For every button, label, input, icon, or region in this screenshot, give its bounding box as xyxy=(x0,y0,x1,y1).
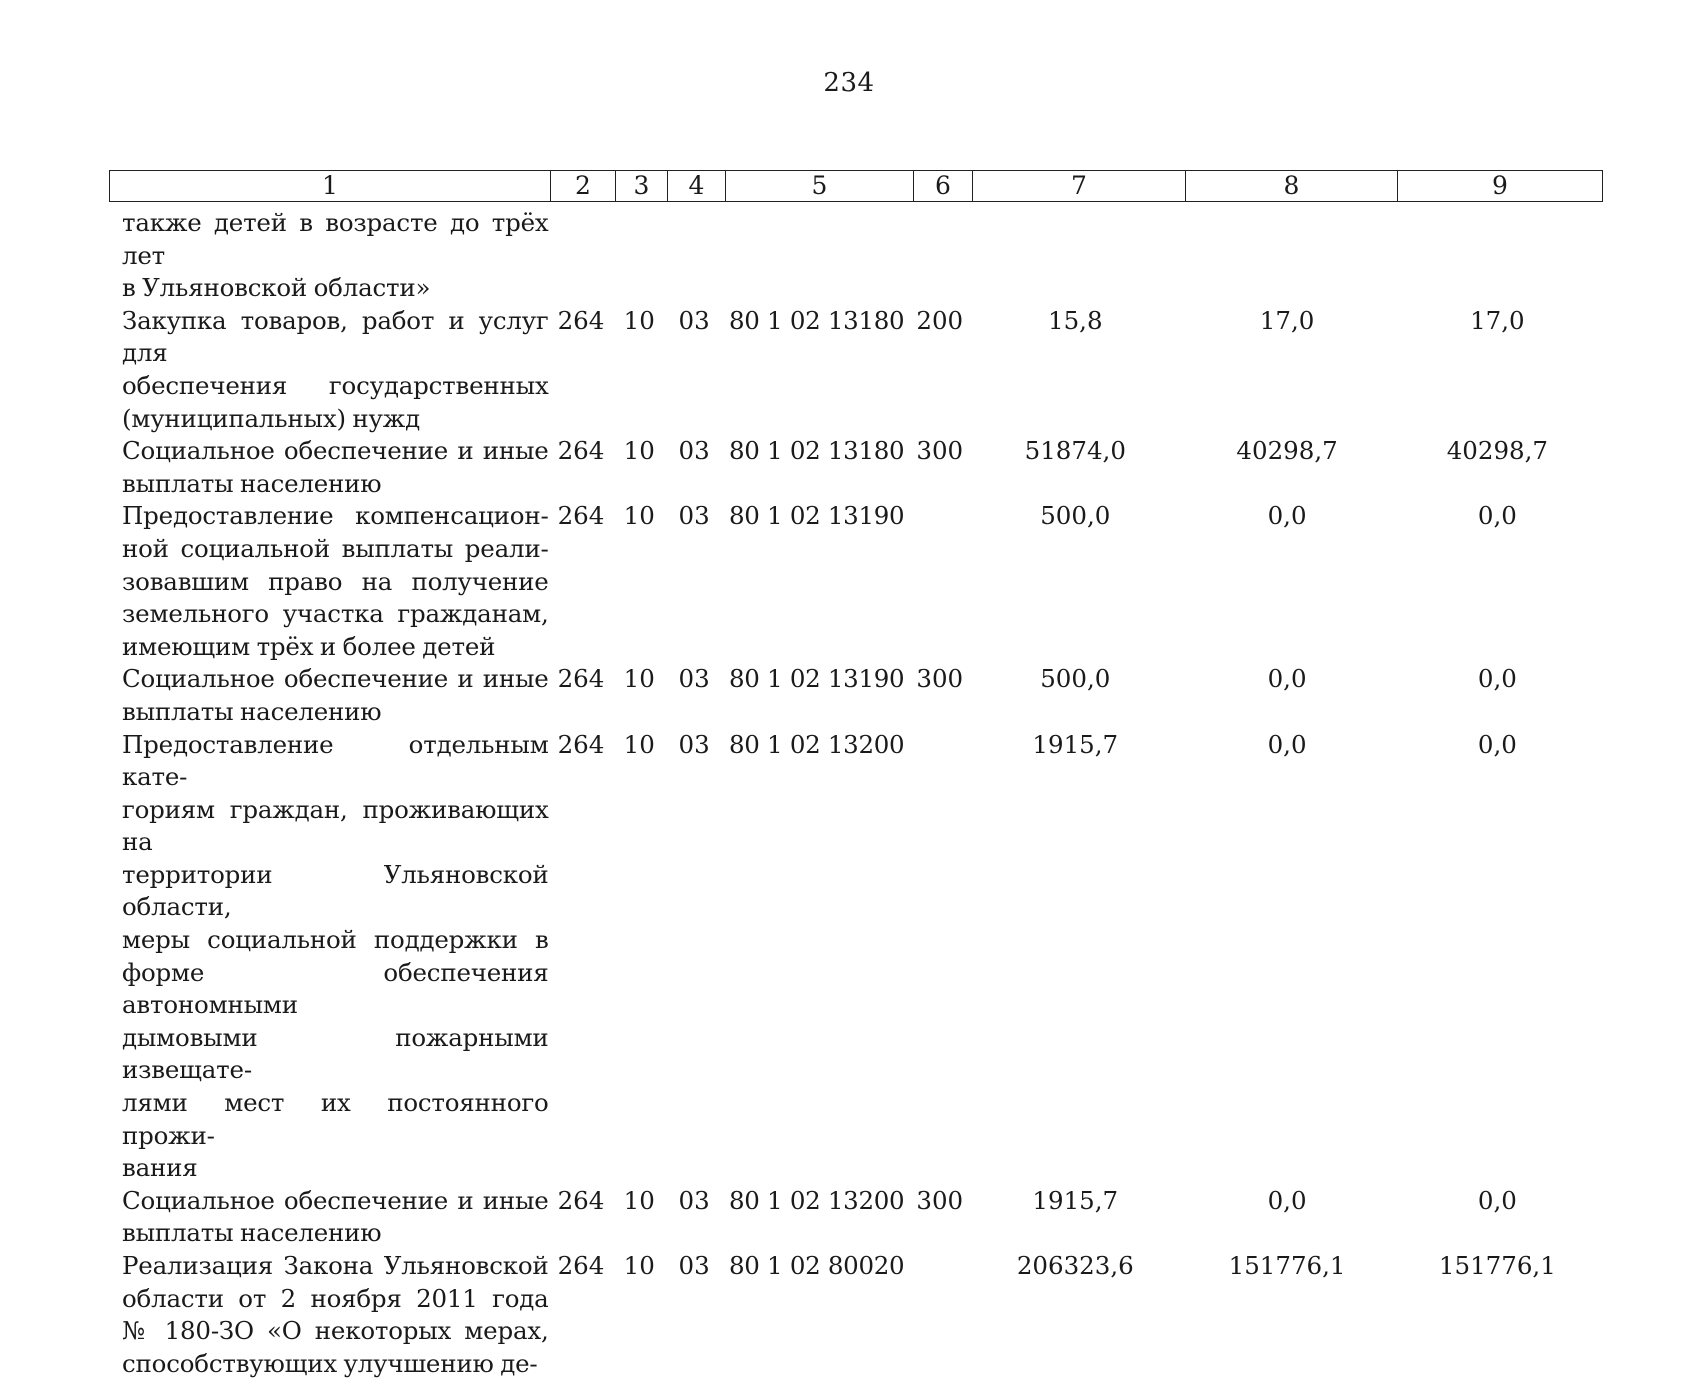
header-col-4: 4 xyxy=(668,171,726,202)
row-code: 80 1 02 80020 xyxy=(728,1251,905,1280)
description-line: Социальное обеспечение и иные xyxy=(122,1185,549,1215)
row-amount-9: 151776,1 xyxy=(1438,1251,1556,1280)
header-col-1: 1 xyxy=(110,171,551,202)
description-line: области от 2 ноября 2011 года xyxy=(122,1283,549,1313)
row-code: 80 1 02 13200 xyxy=(728,1185,905,1215)
row-col-3: 10 xyxy=(623,305,655,335)
row-description xyxy=(109,305,549,435)
row-col-4: 03 xyxy=(678,501,710,531)
header-col-3: 3 xyxy=(616,171,668,202)
row-col-6: 300 xyxy=(916,664,964,694)
table-row xyxy=(109,305,1602,435)
row-col-2: 264 xyxy=(557,1251,605,1280)
row-amount-9: 0,0 xyxy=(1477,501,1517,531)
row-description xyxy=(109,207,549,305)
row-description xyxy=(109,729,549,1185)
row-amount-7: 500,0 xyxy=(1040,501,1111,531)
row-col-4: 03 xyxy=(678,664,710,694)
row-col-6: 300 xyxy=(916,1185,964,1215)
table-row xyxy=(109,1185,1602,1250)
row-col-6: 200 xyxy=(916,305,964,335)
row-amount-7: 206323,6 xyxy=(1016,1251,1134,1280)
row-description xyxy=(109,663,549,728)
description-line: ной социальной выплаты реали- xyxy=(122,533,549,563)
description-line: выплаты населению xyxy=(122,696,382,726)
row-code: 80 1 02 13200 xyxy=(728,729,905,759)
row-amount-7: 1915,7 xyxy=(1032,729,1119,759)
description-line: Социальное обеспечение и иные xyxy=(122,436,549,466)
row-code: 80 1 02 13190 xyxy=(728,664,905,694)
row-amount-7: 51874,0 xyxy=(1024,436,1126,466)
header-col-2: 2 xyxy=(551,171,616,202)
row-amount-8: 151776,1 xyxy=(1228,1251,1346,1280)
description-line: также детей в возрасте до трёх лет xyxy=(122,208,549,270)
table-row xyxy=(109,435,1602,500)
row-col-4: 03 xyxy=(678,1185,710,1215)
table-body xyxy=(109,207,1602,1380)
row-description xyxy=(109,1185,549,1250)
description-line: дымовыми пожарными извещате- xyxy=(122,1022,549,1085)
header-col-9: 9 xyxy=(1398,171,1603,202)
row-amount-8: 0,0 xyxy=(1267,664,1307,694)
table-row xyxy=(109,207,1602,305)
row-amount-9: 40298,7 xyxy=(1446,436,1549,466)
row-col-3: 10 xyxy=(623,436,655,466)
description-line: гориям граждан, проживающих на xyxy=(122,794,549,857)
table-row xyxy=(109,663,1602,728)
row-amount-8: 0,0 xyxy=(1267,729,1307,759)
description-line: обеспечения государственных xyxy=(122,370,549,400)
row-col-2: 264 xyxy=(557,305,605,335)
row-col-6: 300 xyxy=(916,436,964,466)
description-line: Предоставление компенсацион- xyxy=(122,501,549,531)
table-row xyxy=(109,729,1602,1185)
description-line: меры социальной поддержки в xyxy=(122,925,549,955)
description-line: территории Ульяновской области, xyxy=(122,859,549,922)
row-col-4: 03 xyxy=(678,1251,710,1280)
header-col-7: 7 xyxy=(973,171,1186,202)
row-col-3: 10 xyxy=(623,664,655,694)
row-col-2: 264 xyxy=(557,436,605,466)
header-col-6: 6 xyxy=(914,171,973,202)
description-line: Закупка товаров, работ и услуг для xyxy=(122,305,549,368)
table-header xyxy=(109,170,1603,202)
row-amount-8: 17,0 xyxy=(1259,305,1315,335)
description-line: имеющим трёх и более детей xyxy=(122,631,496,661)
description-line: в Ульяновской области» xyxy=(122,273,431,303)
table-row xyxy=(109,500,1602,663)
row-col-3: 10 xyxy=(623,729,655,759)
header-col-8: 8 xyxy=(1186,171,1398,202)
description-line: способствующих улучшению де- xyxy=(122,1348,538,1378)
row-col-4: 03 xyxy=(678,729,710,759)
row-amount-8: 0,0 xyxy=(1267,501,1307,531)
row-code: 80 1 02 13190 xyxy=(728,501,905,531)
row-amount-8: 0,0 xyxy=(1267,1185,1307,1215)
description-line: выплаты населению xyxy=(122,468,382,498)
row-col-3: 10 xyxy=(623,501,655,531)
description-line: земельного участка гражданам, xyxy=(122,599,549,629)
row-amount-9: 17,0 xyxy=(1470,305,1525,335)
row-code: 80 1 02 13180 xyxy=(728,436,905,466)
row-col-4: 03 xyxy=(678,436,710,466)
description-line: № 180-ЗО «О некоторых мерах, xyxy=(122,1316,549,1346)
header-col-5: 5 xyxy=(726,171,914,202)
row-description xyxy=(109,500,549,663)
row-amount-9: 0,0 xyxy=(1477,729,1517,759)
description-line: Предоставление отдельным кате- xyxy=(122,729,549,792)
row-amount-8: 40298,7 xyxy=(1236,436,1338,466)
page-number: 234 xyxy=(823,68,875,98)
row-amount-7: 1915,7 xyxy=(1032,1185,1119,1215)
row-amount-9: 0,0 xyxy=(1477,664,1517,694)
description-line: вания xyxy=(122,1153,198,1183)
row-amount-9: 0,0 xyxy=(1477,1185,1517,1215)
row-col-4: 03 xyxy=(678,305,710,335)
description-line: (муниципальных) нужд xyxy=(122,403,420,433)
description-line: форме обеспечения автономными xyxy=(122,957,549,1020)
row-amount-7: 15,8 xyxy=(1048,305,1103,335)
row-col-3: 10 xyxy=(623,1251,655,1280)
description-line: выплаты населению xyxy=(122,1218,382,1248)
row-col-3: 10 xyxy=(623,1185,655,1215)
row-col-2: 264 xyxy=(557,501,605,531)
description-line: зовавшим право на получение xyxy=(122,566,549,596)
row-amount-7: 500,0 xyxy=(1040,664,1111,694)
description-line: лями мест их постоянного прожи- xyxy=(122,1088,549,1150)
row-col-2: 264 xyxy=(557,1185,605,1215)
row-description xyxy=(109,435,549,500)
row-col-2: 264 xyxy=(557,664,605,694)
row-description xyxy=(109,1250,549,1380)
table-row xyxy=(109,1250,1602,1380)
description-line: Реализация Закона Ульяновской xyxy=(122,1251,549,1280)
row-col-2: 264 xyxy=(557,729,605,759)
row-code: 80 1 02 13180 xyxy=(728,305,905,335)
description-line: Социальное обеспечение и иные xyxy=(122,664,549,694)
